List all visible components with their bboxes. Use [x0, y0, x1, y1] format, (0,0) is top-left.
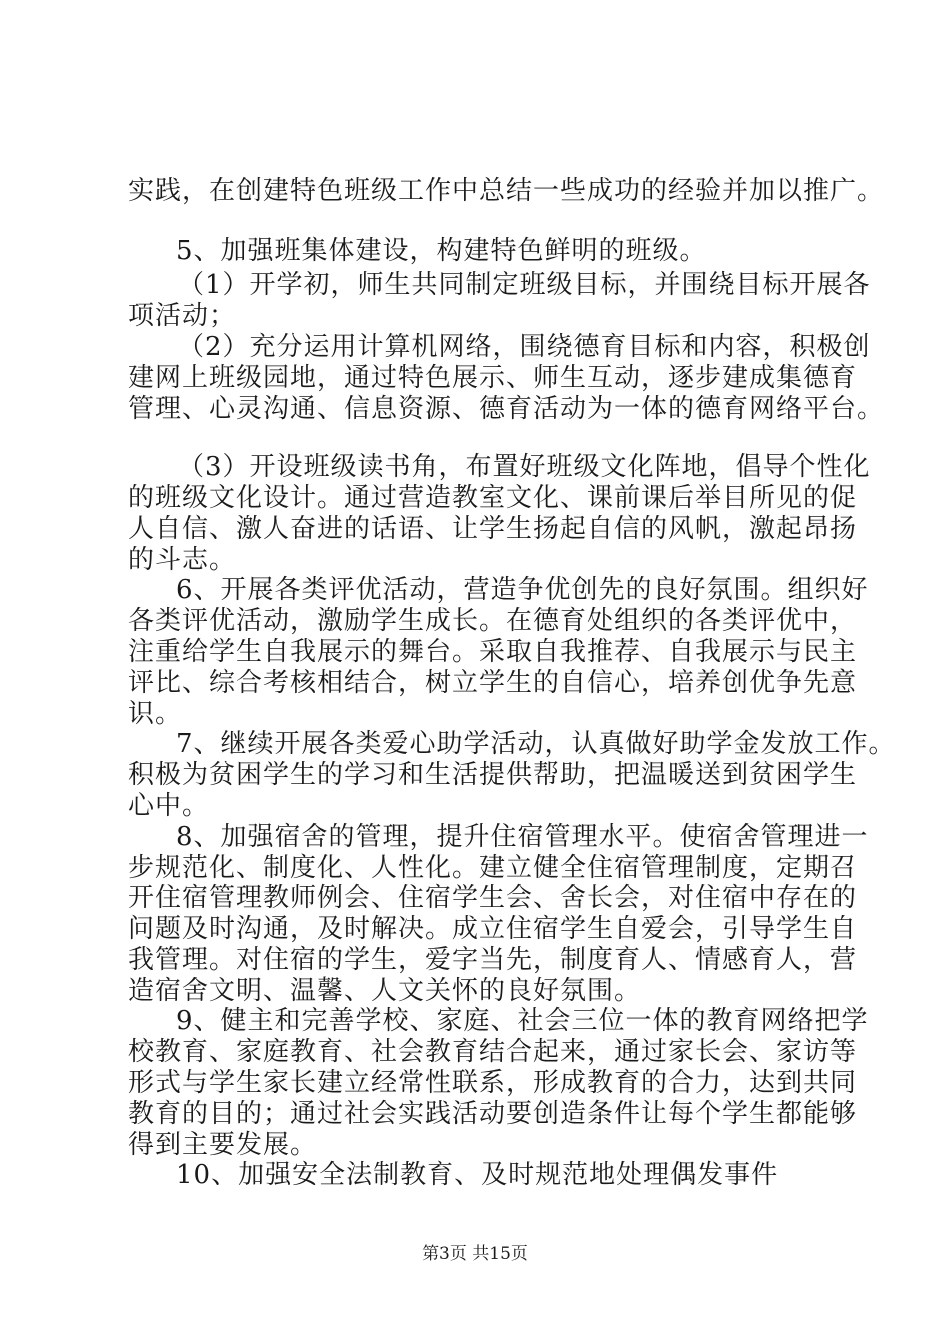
text-line: 各类评优活动，激励学生成长。在德育处组织的各类评优中， — [128, 606, 858, 636]
text-line: （2）充分运用计算机网络，围绕德育目标和内容，积极创 — [178, 332, 871, 362]
text-line: 8、加强宿舍的管理，提升住宿管理水平。使宿舍管理进一 — [176, 822, 869, 852]
text-line: 管理、心灵沟通、信息资源、德育活动为一体的德育网络平台。 — [128, 394, 885, 424]
text-line: 心中。 — [128, 791, 210, 821]
text-line: 我管理。对住宿的学生，爱字当先，制度育人、情感育人，营 — [128, 945, 858, 975]
text-line: 项活动； — [128, 301, 237, 331]
text-line: 问题及时沟通，及时解决。成立住宿学生自爱会，引导学生自 — [128, 914, 858, 944]
text-line: 注重给学生自我展示的舞台。采取自我推荐、自我展示与民主 — [128, 637, 858, 667]
text-line: 建网上班级园地，通过特色展示、师生互动，逐步建成集德育 — [128, 363, 858, 393]
text-line: 人自信、激人奋进的话语、让学生扬起自信的风帆，激起昂扬 — [128, 514, 858, 544]
text-line: 6、开展各类评优活动，营造争优创先的良好氛围。组织好 — [176, 575, 869, 605]
text-line: 7、继续开展各类爱心助学活动，认真做好助学金发放工作。 — [176, 729, 896, 759]
text-line: 10、加强安全法制教育、及时规范地处理偶发事件 — [176, 1160, 779, 1190]
text-line: （3）开设班级读书角，布置好班级文化阵地，倡导个性化 — [178, 452, 871, 482]
text-line: 5、加强班集体建设，构建特色鲜明的班级。 — [176, 236, 707, 266]
text-line: 步规范化、制度化、人性化。建立健全住宿管理制度，定期召 — [128, 853, 858, 883]
text-line: 开住宿管理教师例会、住宿学生会、舍长会，对住宿中存在的 — [128, 883, 858, 913]
text-line: 识。 — [128, 699, 183, 729]
text-line: 教育的目的；通过社会实践活动要创造条件让每个学生都能够 — [128, 1099, 858, 1129]
text-line: 得到主要发展。 — [128, 1130, 318, 1160]
text-line: 积极为贫困学生的学习和生活提供帮助，把温暖送到贫困学生 — [128, 760, 858, 790]
text-line: （1）开学初，师生共同制定班级目标，并围绕目标开展各 — [178, 270, 871, 300]
text-line: 校教育、家庭教育、社会教育结合起来，通过家长会、家访等 — [128, 1037, 858, 1067]
text-line: 造宿舍文明、温馨、人文关怀的良好氛围。 — [128, 976, 642, 1006]
page-number-footer: 第3页 共15页 — [422, 1244, 528, 1264]
text-line: 的班级文化设计。通过营造教室文化、课前课后举目所见的促 — [128, 483, 858, 513]
text-line: 评比、综合考核相结合，树立学生的自信心，培养创优争先意 — [128, 668, 858, 698]
text-line: 实践，在创建特色班级工作中总结一些成功的经验并加以推广。 — [128, 176, 885, 206]
text-line: 的斗志。 — [128, 545, 237, 575]
text-line: 形式与学生家长建立经常性联系，形成教育的合力，达到共同 — [128, 1068, 858, 1098]
text-line: 9、健主和完善学校、家庭、社会三位一体的教育网络把学 — [176, 1006, 869, 1036]
